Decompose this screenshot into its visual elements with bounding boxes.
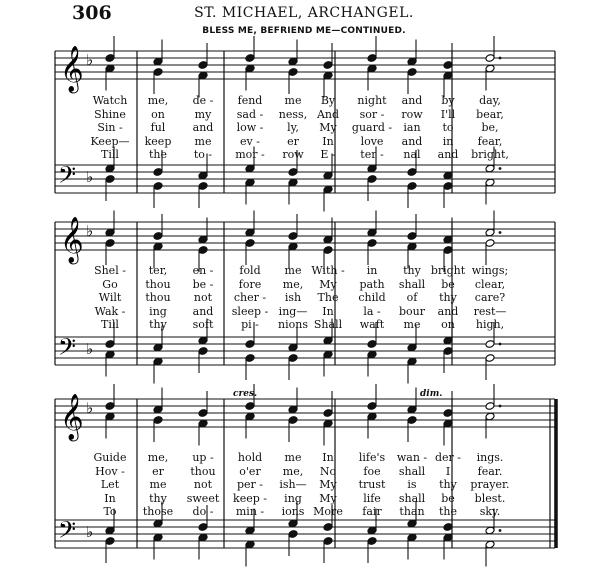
key-signature-flat-icon: ♭ — [86, 399, 94, 417]
lyric-syllable: is — [407, 478, 417, 491]
lyric-syllable: and — [401, 134, 423, 148]
lyric-syllable: ish— — [279, 478, 307, 491]
bass-clef-icon: 𝄢 — [58, 516, 77, 549]
lyric-syllable: keep — [144, 134, 172, 148]
treble-clef-icon: 𝄞 — [60, 394, 84, 440]
key-signature-flat-icon: ♭ — [86, 523, 94, 541]
lyric-syllable: fore — [238, 277, 262, 291]
lyric-syllable: shall — [398, 464, 426, 478]
lyric-syllable: child — [358, 291, 386, 304]
lyric-syllable: My — [319, 491, 337, 505]
key-signature-flat-icon: ♭ — [86, 222, 94, 240]
lyric-syllable: ions — [281, 505, 305, 518]
lyric-syllable: and — [192, 304, 214, 318]
lyric-syllable: I — [445, 464, 451, 478]
lyric-syllable: be — [441, 277, 455, 291]
lyric-syllable: my — [194, 107, 212, 121]
lyric-syllable: be, — [481, 121, 499, 134]
lyric-syllable: Watch — [92, 94, 128, 107]
lyric-syllable: ings. — [476, 451, 504, 464]
lyric-syllable: thy — [439, 291, 457, 304]
lyric-syllable: My — [319, 121, 337, 134]
lyric-syllable: low - — [236, 121, 264, 134]
lyric-syllable: Shall — [313, 318, 343, 331]
lyric-syllable: er — [287, 134, 299, 148]
lyric-syllable: In — [322, 134, 334, 148]
lyric-syllable: love — [360, 134, 384, 148]
lyric-syllable: and — [401, 94, 423, 107]
lyric-syllable: to - — [193, 148, 213, 161]
lyric-syllable: me — [149, 478, 167, 491]
cres-marking: cres. — [233, 389, 258, 399]
lyric-syllable: life — [363, 491, 381, 505]
lyric-syllable: be — [441, 491, 455, 505]
lyric-syllable: Till — [101, 148, 119, 161]
lyric-syllable: life's — [358, 451, 386, 464]
lyric-syllable: thy — [149, 491, 167, 505]
hymn-subtitle: BLESS ME, BEFRIEND ME—CONTINUED. — [202, 26, 406, 36]
lyric-syllable: nal — [403, 148, 421, 161]
lyric-syllable: hold — [237, 451, 263, 464]
lyric-syllable: sky. — [479, 505, 501, 518]
lyric-syllable: trust — [358, 478, 386, 491]
lyric-syllable: blest. — [474, 491, 506, 505]
lyric-syllable: sleep - — [231, 304, 269, 318]
lyric-syllable: soft — [192, 318, 214, 331]
lyric-syllable: wan - — [396, 451, 428, 464]
key-signature-flat-icon: ♭ — [86, 340, 94, 358]
lyric-syllable: Guide — [93, 451, 127, 464]
lyric-syllable: waft — [359, 318, 385, 331]
lyric-syllable: thou — [190, 464, 216, 478]
lyric-syllable: ful — [150, 121, 166, 134]
lyric-syllable: With - — [311, 264, 345, 277]
lyric-syllable: row — [401, 107, 423, 121]
key-signature-flat-icon: ♭ — [86, 51, 94, 69]
lyric-syllable: ev - — [240, 134, 260, 148]
lyric-syllable: My — [319, 277, 337, 291]
lyric-syllable: row — [282, 148, 304, 161]
lyric-syllable: wings; — [471, 264, 509, 277]
lyric-syllable: ing — [149, 304, 167, 318]
lyric-syllable: by — [441, 94, 455, 107]
lyric-syllable: ing— — [278, 304, 308, 318]
lyric-syllable: bright — [430, 264, 466, 277]
lyric-syllable: In — [322, 451, 334, 464]
lyric-syllable: me — [284, 451, 302, 464]
lyric-syllable: ly, — [287, 121, 299, 134]
lyric-syllable: sor - — [359, 107, 385, 121]
lyric-syllable: My — [319, 478, 337, 491]
lyric-syllable: thy — [439, 478, 457, 491]
lyric-syllable: be - — [192, 277, 214, 291]
lyric-syllable: Shine — [94, 107, 126, 121]
dim-marking: dim. — [420, 389, 443, 399]
lyric-syllable: fear, — [477, 134, 503, 148]
lyric-syllable: the — [148, 148, 168, 161]
lyric-syllable: And — [316, 107, 340, 121]
lyric-syllable: shall — [398, 491, 426, 505]
lyric-syllable: pi - — [241, 318, 259, 331]
lyric-syllable: er — [152, 464, 164, 478]
hymn-number: 306 — [72, 2, 112, 24]
lyric-syllable: Let — [100, 478, 120, 491]
lyric-syllable: Hov - — [95, 464, 125, 478]
lyric-syllable: and — [437, 304, 459, 318]
lyric-syllable: ness, — [278, 107, 308, 121]
lyric-syllable: fear. — [477, 464, 503, 478]
lyric-syllable: la - — [363, 304, 381, 318]
lyric-syllable: Till — [101, 318, 119, 331]
hymn-title: ST. MICHAEL, ARCHANGEL. — [194, 5, 414, 21]
lyric-syllable: not — [193, 478, 213, 491]
lyric-syllable: prayer. — [470, 478, 510, 491]
lyric-syllable: Sin - — [97, 121, 123, 134]
lyric-syllable: me — [284, 264, 302, 277]
lyric-syllable: not — [193, 291, 213, 304]
lyric-syllable: fair — [362, 505, 382, 518]
lyric-syllable: min - — [235, 505, 265, 518]
lyric-syllable: de - — [192, 94, 214, 107]
lyric-syllable: those — [142, 505, 174, 518]
lyric-syllable: Shel - — [94, 264, 126, 277]
lyric-syllable: ian — [403, 121, 421, 134]
lyric-syllable: By — [320, 94, 336, 107]
lyric-syllable: ish — [284, 291, 302, 304]
lyric-syllable: shall — [398, 277, 426, 291]
lyric-syllable: No — [319, 464, 337, 478]
bass-clef-icon: 𝄢 — [58, 333, 77, 366]
lyric-syllable: der - — [434, 451, 462, 464]
lyric-syllable: care? — [474, 291, 506, 304]
lyric-syllable: Wilt — [98, 291, 122, 304]
lyric-syllable: and — [192, 121, 214, 134]
lyric-syllable: rest— — [473, 304, 507, 318]
lyric-syllable: In — [104, 491, 116, 505]
dot-icon — [499, 167, 502, 170]
lyric-syllable: me — [194, 134, 212, 148]
dot-icon — [499, 405, 502, 408]
treble-clef-icon: 𝄞 — [60, 46, 84, 92]
lyric-syllable: The — [317, 291, 339, 304]
lyric-syllable: up - — [192, 451, 214, 464]
lyric-syllable: to — [442, 121, 454, 134]
lyric-syllable: clear, — [474, 277, 506, 291]
lyric-syllable: thou — [145, 291, 171, 304]
lyric-syllable: per - — [236, 478, 264, 491]
key-signature-flat-icon: ♭ — [86, 168, 94, 186]
lyric-syllable: Go — [102, 277, 118, 291]
lyric-syllable: on — [151, 107, 165, 121]
lyric-syllable: I'll — [440, 107, 456, 121]
lyric-syllable: en - — [192, 264, 214, 277]
dot-icon — [499, 57, 502, 60]
lyric-syllable: ing — [284, 491, 302, 505]
lyric-syllable: bright, — [471, 148, 509, 161]
lyric-syllable: me — [284, 94, 302, 107]
lyric-syllable: ter - — [360, 148, 384, 161]
lyric-syllable: do - — [192, 505, 214, 518]
lyric-syllable: ter, — [148, 264, 168, 277]
lyric-syllable: me, — [282, 277, 304, 291]
lyric-syllable: sweet — [186, 491, 220, 505]
lyric-syllable: cher - — [233, 291, 267, 304]
lyric-syllable: thy — [149, 318, 167, 331]
lyric-syllable: More — [313, 505, 343, 518]
lyric-syllable: To — [103, 505, 117, 518]
lyric-syllable: path — [359, 277, 385, 291]
lyric-syllable: keep - — [233, 491, 267, 505]
lyric-syllable: thy — [403, 264, 421, 277]
lyric-syllable: me — [403, 318, 421, 331]
lyric-syllable: mor - — [235, 148, 265, 161]
lyric-syllable: bour — [398, 304, 426, 318]
dot-icon — [499, 343, 502, 346]
lyric-syllable: nions — [278, 318, 308, 331]
lyric-syllable: thou — [145, 277, 171, 291]
lyric-syllable: Wak - — [94, 304, 126, 318]
treble-clef-icon: 𝄞 — [60, 217, 84, 263]
lyric-syllable: o'er — [239, 464, 261, 478]
dot-icon — [499, 529, 502, 532]
lyric-syllable: in — [366, 264, 378, 277]
bass-clef-icon: 𝄢 — [58, 161, 77, 194]
lyric-syllable: fold — [239, 264, 261, 277]
lyric-syllable: In — [322, 304, 334, 318]
lyric-syllable: me, — [147, 94, 169, 107]
lyric-syllable: bear, — [476, 107, 504, 121]
lyric-syllable: on — [441, 318, 455, 331]
dot-icon — [499, 231, 502, 234]
lyric-syllable: in — [442, 134, 454, 148]
lyric-syllable: E - — [320, 148, 336, 161]
lyric-syllable: than — [399, 505, 425, 518]
lyric-syllable: night — [357, 94, 387, 107]
lyric-syllable: foe — [363, 464, 381, 478]
lyric-syllable: of — [406, 291, 418, 304]
lyric-syllable: Keep— — [90, 134, 130, 148]
lyric-syllable: the — [438, 505, 458, 518]
lyric-syllable: and — [437, 148, 459, 161]
lyric-syllable: high, — [475, 318, 505, 331]
lyric-syllable: guard - — [351, 121, 393, 134]
lyric-syllable: sad - — [236, 107, 264, 121]
lyric-syllable: me, — [282, 464, 304, 478]
lyric-syllable: day, — [479, 94, 501, 107]
lyric-syllable: fend — [237, 94, 263, 107]
lyric-syllable: me, — [147, 451, 169, 464]
